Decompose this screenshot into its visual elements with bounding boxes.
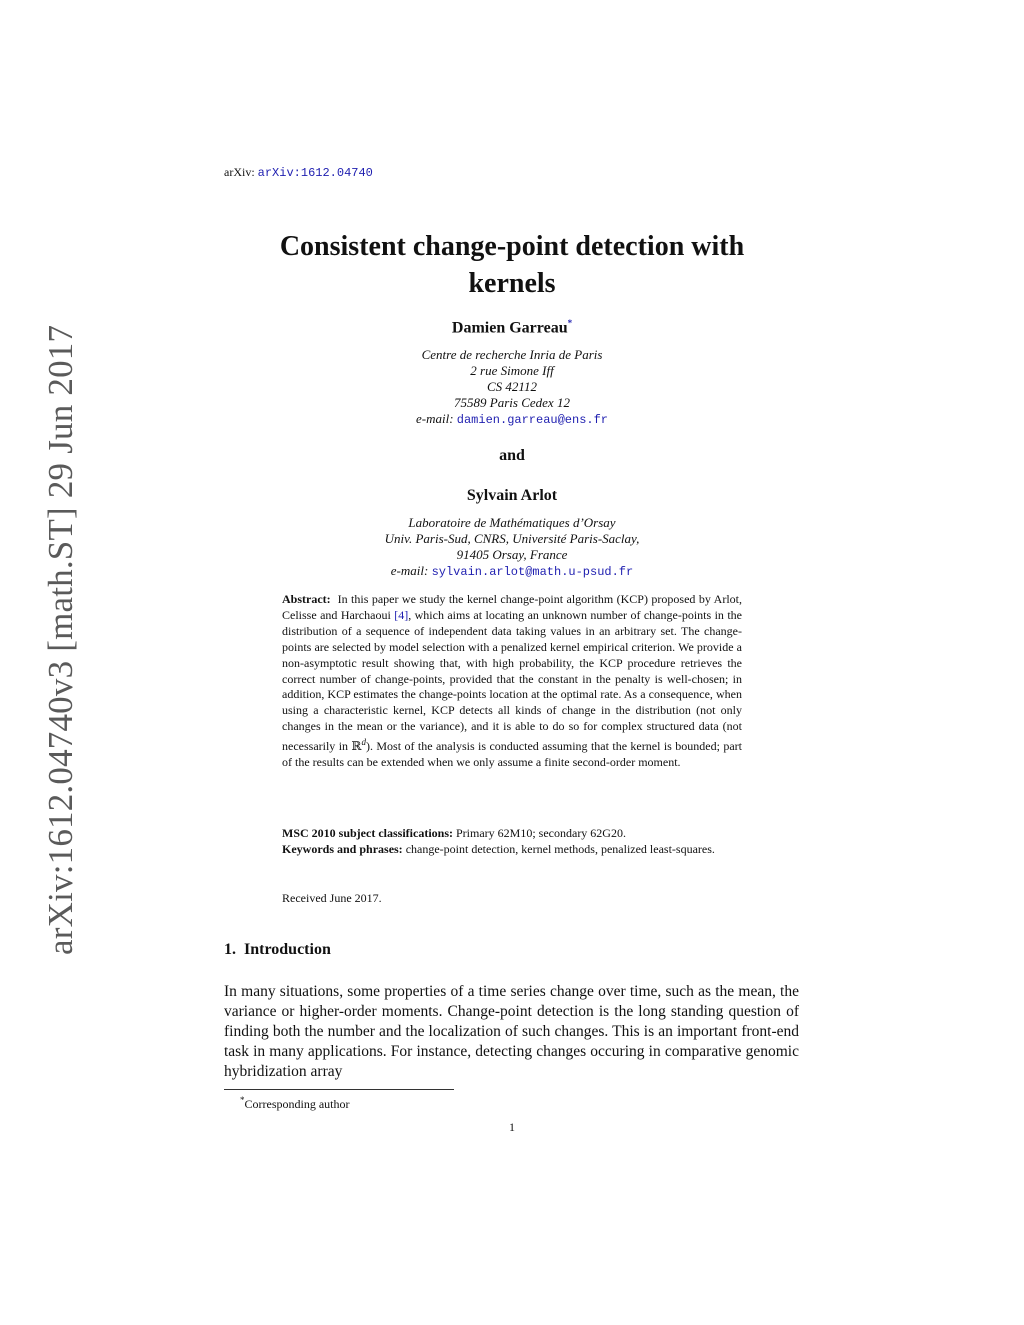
arxiv-label: arXiv: bbox=[224, 165, 255, 179]
section-title: Introduction bbox=[244, 941, 331, 958]
author-2-email-line bbox=[0, 563, 1024, 580]
keywords-text: change-point detection, kernel methods, penalized least-squares. bbox=[405, 841, 715, 856]
author-2-name: Sylvain Arlot bbox=[466, 487, 558, 504]
abstract-label: Abstract: bbox=[282, 592, 331, 606]
classification-block bbox=[282, 826, 742, 858]
received-date: Received June 2017. bbox=[282, 891, 382, 905]
arxiv-header bbox=[224, 165, 373, 180]
section-number: 1. bbox=[224, 941, 236, 958]
math-reals-symbol: ℝ bbox=[351, 739, 362, 754]
intro-paragraph: In many situations, some properties of a time series change over time, such as the mean, the variance or higher-order moments. Change-point detection is the long standing question of finding both the number and the localization of such changes. This is an important front-end task in many applications. For instance, detecting changes occuring in comparative genomic hybridization array bbox=[224, 983, 799, 1080]
arxiv-side-stamp: arXiv:1612.04740v3 [math.ST] 29 Jun 2017 bbox=[41, 324, 80, 955]
keywords-line bbox=[282, 842, 742, 858]
affil-1-line-4: 75589 Paris Cedex 12 bbox=[454, 395, 570, 410]
footnote-divider bbox=[224, 1089, 454, 1090]
affil-2-line-2: Univ. Paris-Sud, CNRS, Université Paris-Saclay, bbox=[384, 531, 640, 546]
author-1-email-link[interactable]: damien.garreau@ens.fr bbox=[456, 413, 609, 427]
affil-1-line-2: 2 rue Simone Iff bbox=[470, 363, 554, 378]
section-heading bbox=[224, 941, 331, 959]
abstract-text-2: , which aims at locating an unknown number of change-points in the distribution of a sequence of independent data taking values in an arbitrary set. The change-points are selected by model selection with a penalized kernel empirical criterion. We provide a non-asymptotic result showing that, with high probability, the KCP procedure retrieves the correct number of change-points, provided that the constant in the penalty is well-chosen; in addition, KCP estimates the change-points location at the optimal rate. As a consequence, when using a characteristic kernel, KCP detects all kinds of change in the distribution (not only changes in the mean or the variance), and it is able to do so for complex structured data (not necessarily in bbox=[282, 607, 742, 754]
affil-2-line-3: 91405 Orsay, France bbox=[456, 547, 568, 562]
footnote bbox=[240, 1095, 349, 1112]
abstract-text-1: In this paper we study the kernel change-point algorithm (KCP) proposed by Arlot, Celisse and Harchaoui bbox=[282, 592, 743, 622]
math-exponent: d bbox=[361, 737, 366, 748]
footnote-mark: * bbox=[240, 1095, 245, 1105]
author-1-name-text: Damien Garreau bbox=[451, 319, 568, 337]
abstract bbox=[282, 592, 742, 771]
author-1-email-line bbox=[0, 411, 1024, 428]
page-number: 1 bbox=[509, 1120, 515, 1134]
citation-link[interactable]: [4] bbox=[394, 607, 409, 622]
author-1-affiliation bbox=[0, 347, 1024, 428]
footnote-text: Corresponding author bbox=[244, 1097, 350, 1111]
keywords-label: Keywords and phrases: bbox=[282, 841, 403, 856]
msc-line bbox=[282, 826, 742, 842]
affil-2-line-1: Laboratoire de Mathématiques d’Orsay bbox=[408, 515, 616, 530]
and-separator: and bbox=[499, 447, 525, 464]
affil-1-line-3: CS 42112 bbox=[487, 379, 537, 394]
author-2-email-link[interactable]: sylvain.arlot@math.u-psud.fr bbox=[431, 565, 634, 579]
title-line-2: kernels bbox=[468, 268, 556, 299]
email-label: e-mail: bbox=[415, 411, 454, 426]
corresponding-author-mark[interactable]: * bbox=[567, 318, 573, 328]
paper-title bbox=[200, 228, 824, 302]
abstract-text-3: ). Most of the analysis is conducted assuming that the kernel is bounded; part of the results can be extended when we only assume a finite second-order moment. bbox=[282, 739, 742, 770]
arxiv-id-link[interactable]: arXiv:1612.04740 bbox=[257, 166, 373, 180]
affil-1-line-1: Centre de recherche Inria de Paris bbox=[421, 347, 603, 362]
title-line-1: Consistent change-point detection with bbox=[279, 231, 745, 262]
author-1-name bbox=[0, 318, 1024, 337]
email-label: e-mail: bbox=[390, 563, 429, 578]
msc-text: Primary 62M10; secondary 62G20. bbox=[456, 826, 626, 840]
msc-label: MSC 2010 subject classifications: bbox=[282, 826, 453, 840]
author-2-affiliation bbox=[0, 515, 1024, 580]
